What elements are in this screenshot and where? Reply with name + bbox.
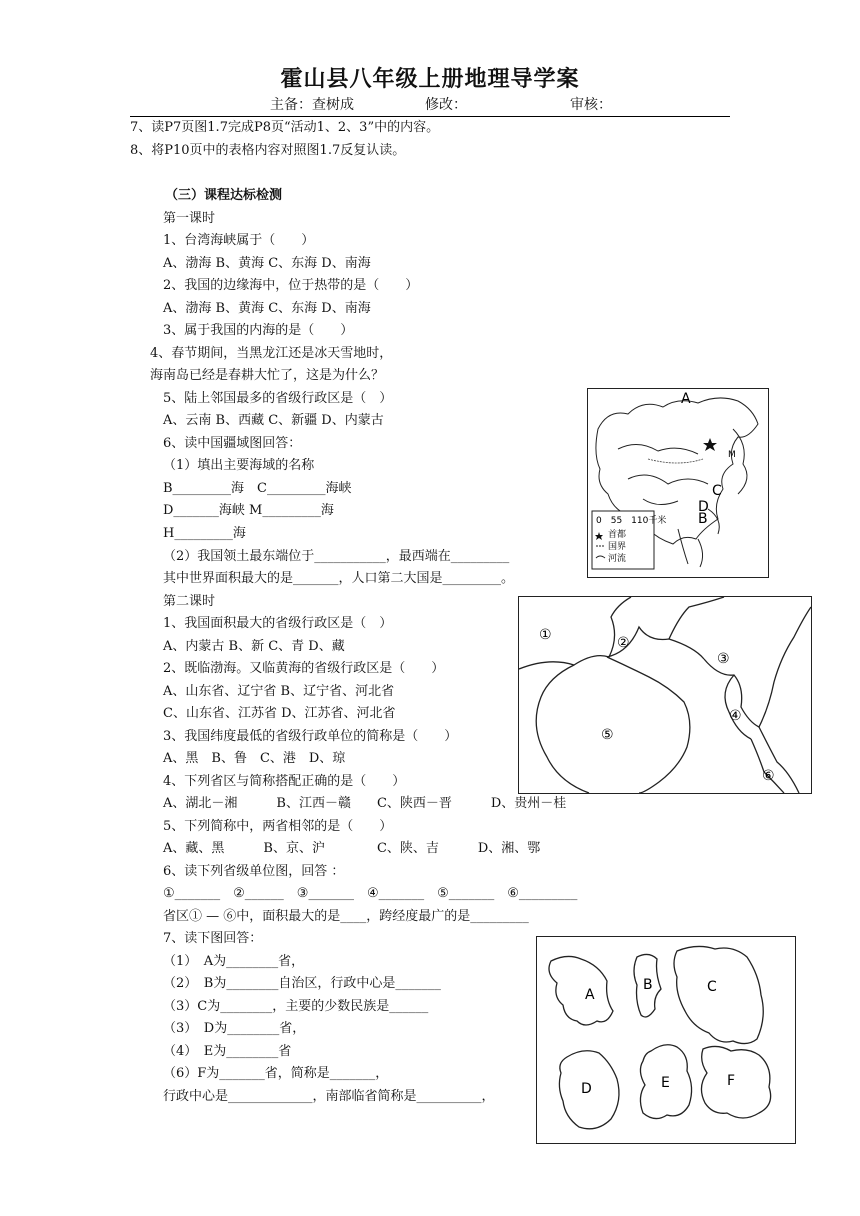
l2-q2: 2、既临渤海。又临黄海的省级行政区是（ ） [163, 661, 445, 676]
q4-line2: 海南岛已经是春耕大忙了，这是为什么？ [150, 368, 385, 383]
l2-q7-2: （2） B为________自治区，行政中心是_______ [163, 976, 441, 991]
l2-q4-options: A、湖北－湘 B、江西－赣 C、陕西－晋 D、贵州－桂 [163, 796, 567, 811]
l2-q1: 1、我国面积最大的省级行政区是（ ） [163, 616, 393, 631]
map1-legend-capital: 首都 [608, 530, 627, 540]
map2-label-5: ⑤ [601, 727, 614, 743]
map2-label-1: ① [539, 627, 552, 643]
q5-options: A、云南 B、西藏 C、新疆 D、内蒙古 [163, 413, 384, 428]
map1-legend-border: 国界 [608, 542, 627, 552]
review-label: 审核： [570, 97, 612, 113]
q6-blank-b: B_________海 C_________海峡 [163, 481, 352, 496]
provinces-outline-map [518, 596, 812, 794]
map3-label-c: C [707, 979, 717, 995]
map1-label-m: M [728, 450, 736, 460]
map3-label-f: F [727, 1073, 736, 1089]
l2-q7: 7、读下图回答： [163, 931, 263, 946]
map3-label-e: E [661, 1075, 670, 1091]
line-1: 7、读P7页图1.7完成P8页“活动1、2、3”中的内容。 [130, 120, 440, 135]
l2-q7-3: （3）C为________，主要的少数民族是______ [163, 999, 429, 1014]
lesson-1-heading: 第一课时 [163, 211, 216, 226]
map2-label-6: ⑥ [762, 768, 775, 784]
section-heading: （三）课程达标检测 [165, 188, 283, 203]
q3: 3、属于我国的内海的是（ ） [163, 323, 354, 338]
q5: 5、陆上邻国最多的省级行政区是（ ） [163, 391, 393, 406]
map3-label-a: A [585, 987, 595, 1003]
l2-q5: 5、下列简称中，两省相邻的是（ ） [163, 819, 393, 834]
l2-q7-5: （4） E为________省 [163, 1044, 292, 1059]
q2: 2、我国的边缘海中，位于热带的是（ ） [163, 278, 419, 293]
map1-label-d: D [698, 499, 709, 515]
l2-q3-options: A、黑 B、鲁 C、港 D、琼 [163, 751, 346, 766]
l2-q3: 3、我国纬度最低的省级行政单位的简称是（ ） [163, 729, 458, 744]
l2-q5-options: A、藏、黑 B、京、沪 C、陕、吉 D、湘、鄂 [163, 841, 541, 856]
q6-2-cont: 其中世界面积最大的是_______，人口第二大国是_________。 [163, 571, 515, 586]
q6: 6、读中国疆域图回答： [163, 436, 302, 451]
l2-q7-4: （3） D为________省， [163, 1021, 306, 1036]
page-title: 霍山县八年级上册地理导学案 [280, 66, 580, 92]
map3-label-b: B [643, 977, 653, 993]
l2-q7-6: （6）F为_______省，简称是_______， [163, 1066, 389, 1081]
l2-q7-6-cont: 行政中心是_____________，南部临省简称是__________， [163, 1089, 495, 1104]
map1-label-c: C [712, 483, 722, 499]
l2-q6-blanks: ①_______ ②______ ③_______ ④_______ ⑤_______ ⑥_________ [163, 886, 578, 901]
map2-label-3: ③ [717, 651, 730, 667]
line-2: 8、将P10页中的表格内容对照图1.7反复认读。 [130, 143, 406, 158]
map1-label-a: A [681, 391, 691, 407]
map3-label-d: D [581, 1081, 592, 1097]
map2-label-2: ② [617, 635, 630, 651]
provinces-a-f-map [536, 936, 796, 1144]
lesson-2-heading: 第二课时 [163, 594, 216, 609]
q2-options: A、渤海 B、黄海 C、东海 D、南海 [163, 301, 371, 316]
map1-legend-river: 河流 [608, 554, 627, 564]
map1-scale: 0 55 110千米 [596, 516, 667, 526]
china-territory-map [587, 388, 769, 578]
revise-label: 修改： [425, 97, 467, 113]
byline [130, 94, 730, 117]
l2-q7-1: （1） A为________省， [163, 954, 305, 969]
l2-q6-cont: 省区① — ⑥中，面积最大的是____，跨经度最广的是_________ [163, 909, 529, 924]
author-label: 主备：查树成 [270, 97, 354, 113]
q6-2: （2）我国领土最东端位于___________，最西端在_________ [163, 549, 510, 564]
l2-q6: 6、读下列省级单位图，回答 ： [163, 864, 345, 879]
l2-q4: 4、下列省区与简称搭配正确的是（ ） [163, 774, 406, 789]
l2-q2-options-cd: C、山东省、江苏省 D、江苏省、河北省 [163, 706, 396, 721]
q6-blank-d: D_______海峡 M_________海 [163, 503, 334, 518]
q1-options: A、渤海 B、黄海 C、东海 D、南海 [163, 256, 371, 271]
q4-line1: 4、春节期间，当黑龙江还是冰天雪地时， [150, 346, 393, 361]
map2-label-4: ④ [729, 708, 742, 724]
map1-label-b: B [698, 511, 708, 527]
q1: 1、台湾海峡属于（ ） [163, 233, 315, 248]
q6-blank-h: H_________海 [163, 526, 246, 541]
q6-1: （1）填出主要海域的名称 [163, 458, 315, 473]
l2-q2-options-ab: A、山东省、辽宁省 B、辽宁省、河北省 [163, 684, 395, 699]
l2-q1-options: A、内蒙古 B、新 C、青 D、藏 [163, 639, 345, 654]
